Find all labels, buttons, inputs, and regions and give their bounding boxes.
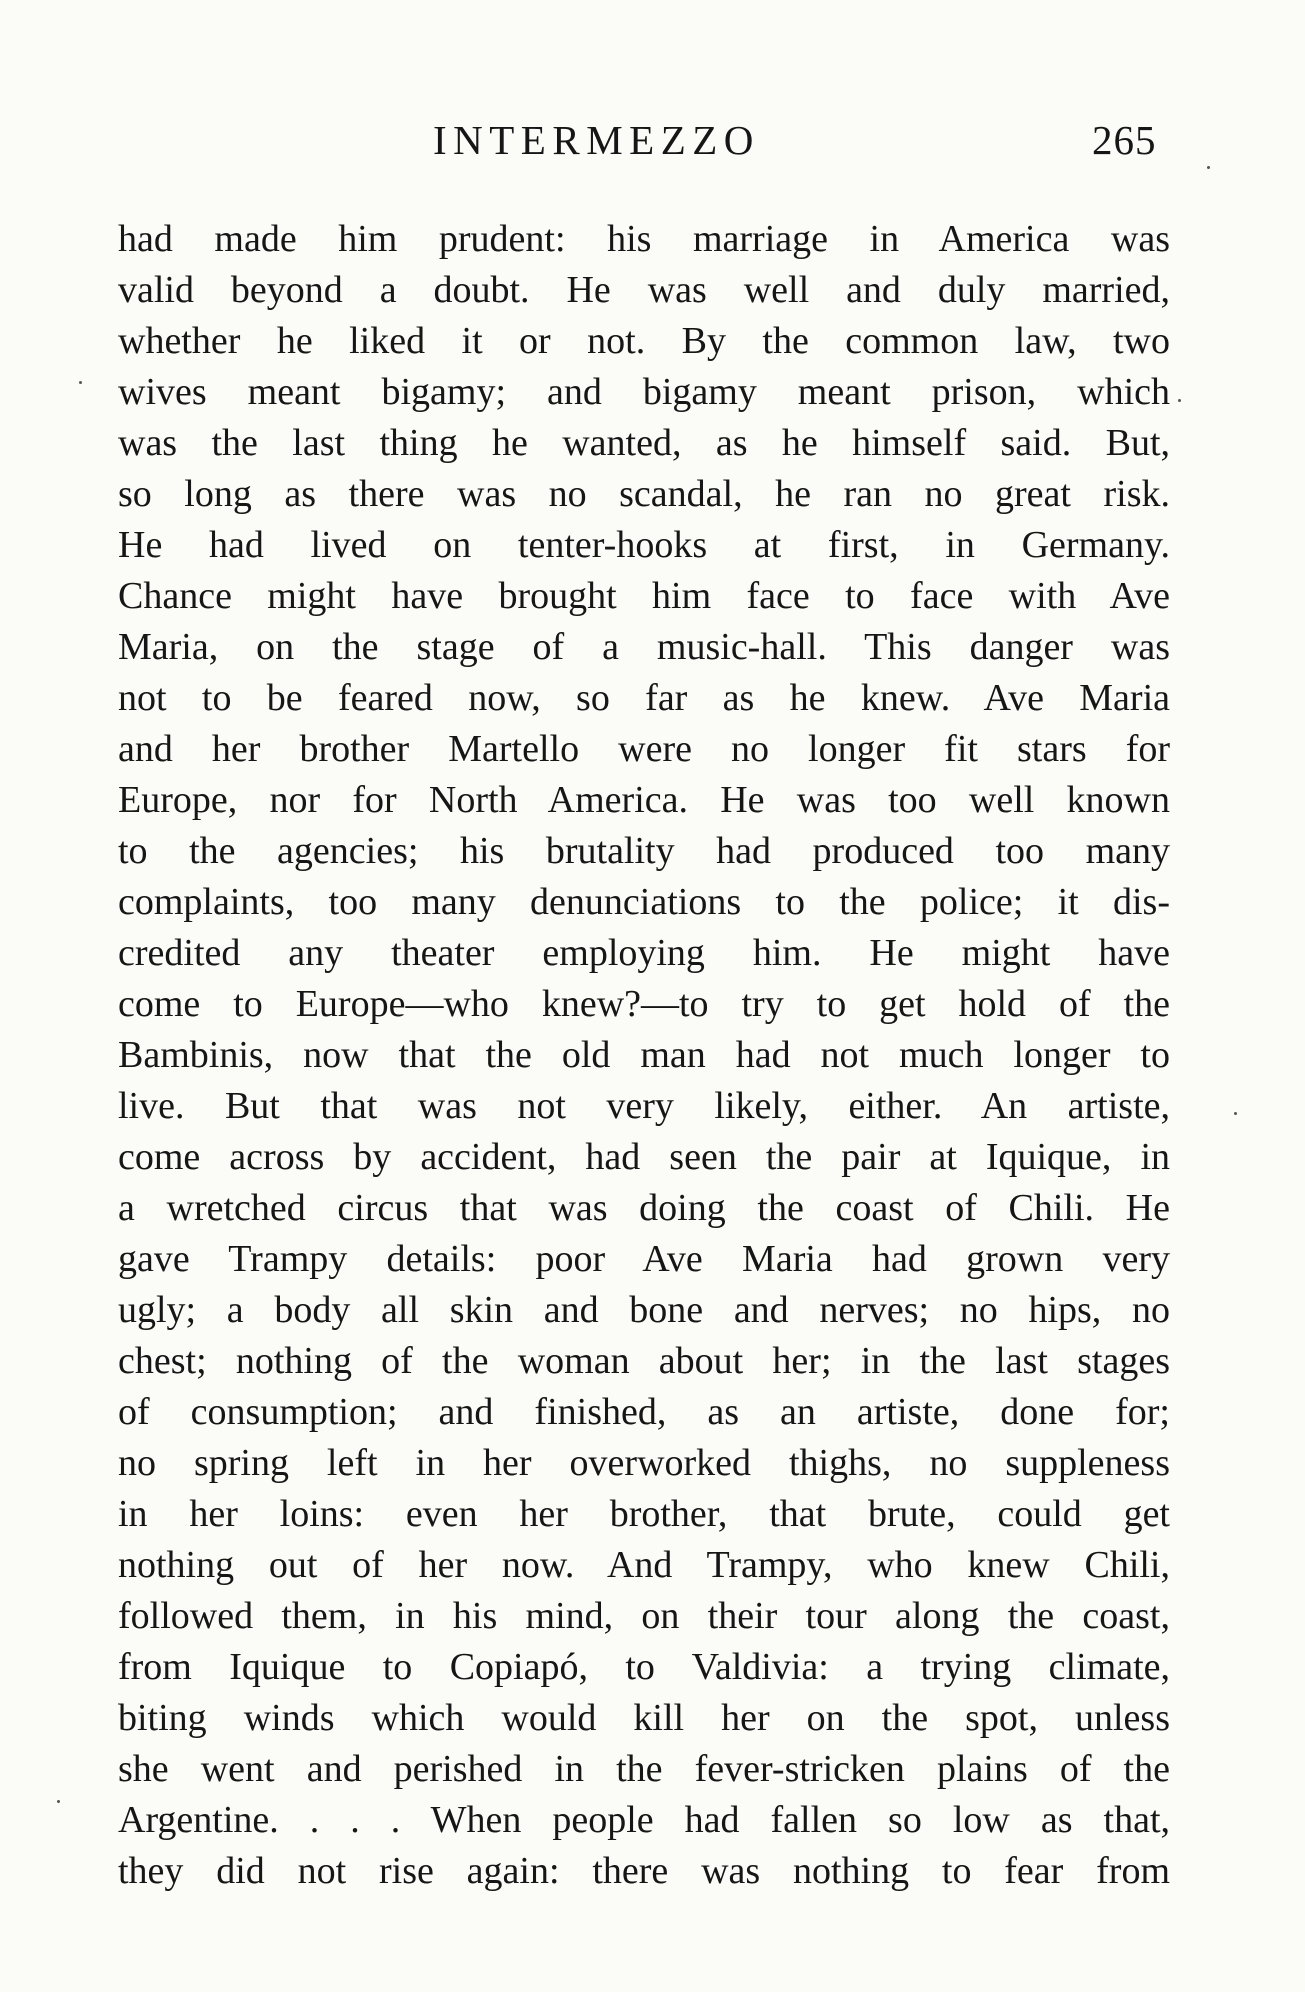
text-line: and her brother Martello were no longer fit stars for xyxy=(118,728,1170,770)
text-line: Maria, on the stage of a music-hall. This danger was xyxy=(118,626,1170,668)
text-line: credited any theater employing him. He might have xyxy=(118,932,1170,974)
text-line: whether he liked it or not. By the common law, two xyxy=(118,320,1170,362)
text-line: followed them, in his mind, on their tour along the coast, xyxy=(118,1595,1170,1637)
text-line: no spring left in her overworked thighs, no suppleness xyxy=(118,1442,1170,1484)
text-line: complaints, too many denunciations to the police; it dis- xyxy=(118,881,1170,923)
text-line: she went and perished in the fever-stricken plains of the xyxy=(118,1748,1170,1790)
text-line: not to be feared now, so far as he knew. Ave Maria xyxy=(118,677,1170,719)
text-line: Europe, nor for North America. He was too well known xyxy=(118,779,1170,821)
text-line: come to Europe—who knew?—to try to get hold of the xyxy=(118,983,1170,1025)
text-line: valid beyond a doubt. He was well and duly married, xyxy=(118,269,1170,311)
text-line: they did not rise again: there was nothing to fear from xyxy=(118,1850,1170,1892)
text-line: Chance might have brought him face to face with Ave xyxy=(118,575,1170,617)
text-line: wives meant bigamy; and bigamy meant prison, which xyxy=(118,371,1170,413)
text-line: had made him prudent: his marriage in America was xyxy=(118,218,1170,260)
text-line: in her loins: even her brother, that brute, could get xyxy=(118,1493,1170,1535)
text-line: ugly; a body all skin and bone and nerves; no hips, no xyxy=(118,1289,1170,1331)
running-head xyxy=(0,110,1305,170)
text-line: from Iquique to Copiapó, to Valdivia: a trying climate, xyxy=(118,1646,1170,1688)
page-number: 265 xyxy=(1092,117,1157,163)
text-line: Bambinis, now that the old man had not much longer to xyxy=(118,1034,1170,1076)
scan-speck xyxy=(79,381,82,384)
text-line: of consumption; and finished, as an artiste, done for; xyxy=(118,1391,1170,1433)
text-line: gave Trampy details: poor Ave Maria had grown very xyxy=(118,1238,1170,1280)
text-line: to the agencies; his brutality had produced too many xyxy=(118,830,1170,872)
text-line: biting winds which would kill her on the spot, unless xyxy=(118,1697,1170,1739)
text-line: chest; nothing of the woman about her; in the last stages xyxy=(118,1340,1170,1382)
text-line: He had lived on tenter-hooks at first, in Germany. xyxy=(118,524,1170,566)
text-line: was the last thing he wanted, as he himself said. But, xyxy=(118,422,1170,464)
text-line: nothing out of her now. And Trampy, who knew Chili, xyxy=(118,1544,1170,1586)
text-line: so long as there was no scandal, he ran no great risk. xyxy=(118,473,1170,515)
text-line: Argentine. . . . When people had fallen so low as that, xyxy=(118,1799,1170,1841)
running-title: INTERMEZZO xyxy=(433,117,760,163)
text-line: live. But that was not very likely, either. An artiste, xyxy=(118,1085,1170,1127)
scan-speck xyxy=(57,1800,60,1803)
text-line: a wretched circus that was doing the coast of Chili. He xyxy=(118,1187,1170,1229)
scan-speck xyxy=(1207,166,1210,169)
body-text xyxy=(118,214,1170,1897)
scan-speck xyxy=(1234,1112,1237,1115)
scan-speck xyxy=(1178,399,1181,402)
text-line: come across by accident, had seen the pair at Iquique, in xyxy=(118,1136,1170,1178)
